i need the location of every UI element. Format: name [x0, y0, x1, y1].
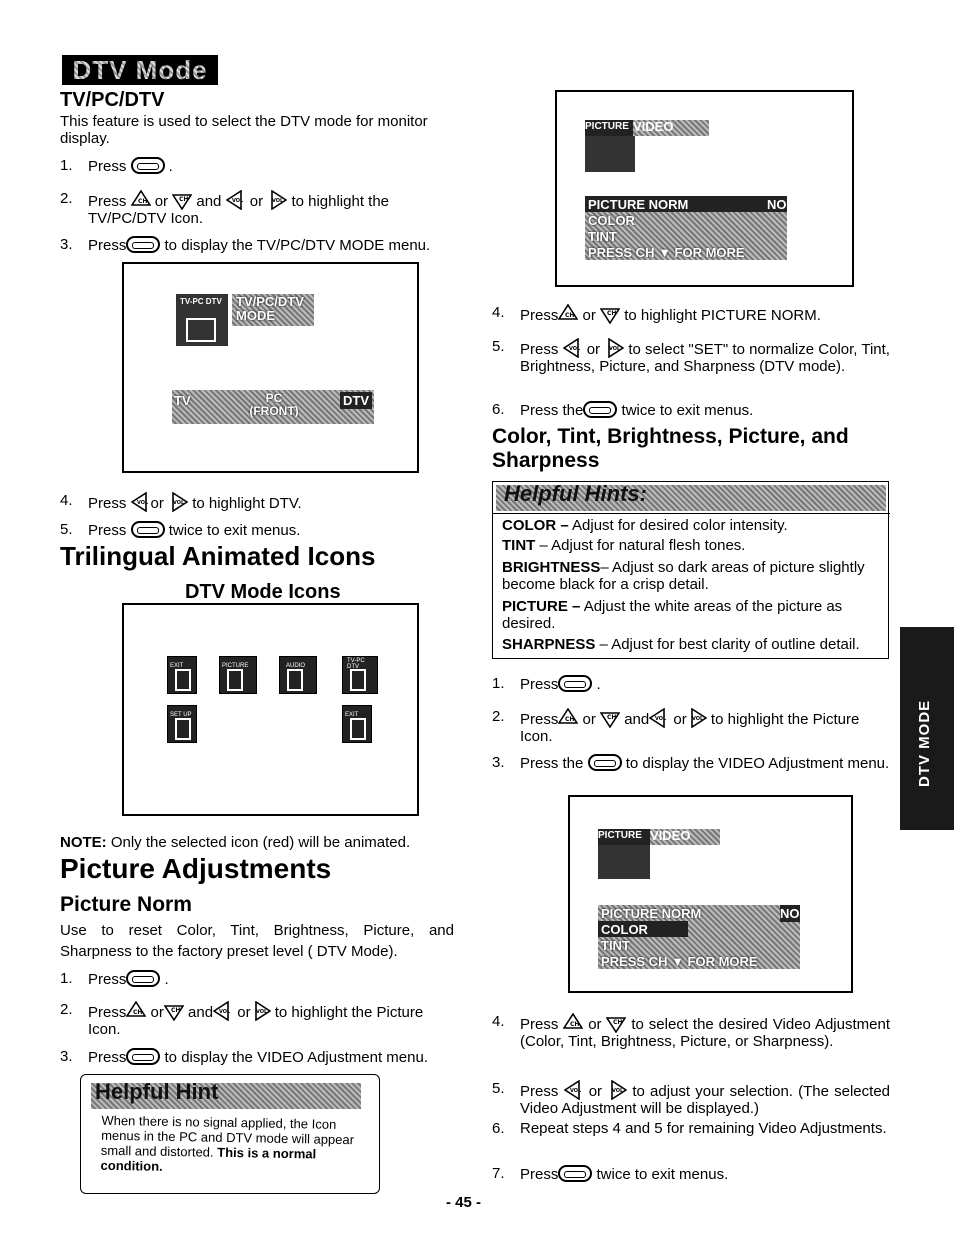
row-press-ch-more: PRESS CH ▼ FOR MORE: [588, 245, 745, 260]
tvpcdtv-menu-icon: TV-PC DTV: [176, 294, 228, 346]
action-button-icon: [558, 675, 592, 692]
action-button-icon: [131, 157, 165, 174]
side-tab-label: DTV MODE: [916, 699, 933, 787]
ch-up-icon: [558, 708, 578, 728]
helpful-hint-text: When there is no signal applied, the Icon menus in the PC and DTV mode will appear small and distorted. This is a normal condition.: [100, 1112, 355, 1174]
exit-icon: EXIT: [167, 656, 197, 694]
picture-norm-heading: Picture Norm: [60, 893, 192, 916]
hint-color: COLOR – Adjust for desired color intensity.: [502, 517, 788, 534]
picture-tab-2: PICTURE: [598, 829, 650, 845]
action-button-icon: [126, 236, 160, 253]
video-tab: VIDEO: [633, 120, 709, 136]
row-picture-norm[interactable]: PICTURE NORM: [588, 197, 689, 212]
ch-down-icon: [600, 304, 620, 324]
option-dtv[interactable]: DTV: [340, 392, 372, 409]
vol-left-icon: [131, 492, 151, 512]
audio-icon: AUDIO: [279, 656, 317, 694]
row2-press-ch-more: PRESS CH ▼ FOR MORE: [601, 954, 758, 969]
color-tint-heading: Color, Tint, Brightness, Picture, and Sharpness: [492, 425, 849, 472]
ch-down-icon: [600, 708, 620, 728]
video-tab-2: VIDEO: [650, 829, 720, 845]
helpful-hint-title-bg: [91, 1079, 361, 1109]
action-button-icon: [131, 521, 165, 538]
vol-left-icon: [226, 190, 246, 210]
video-menu-rows-2: [598, 905, 800, 969]
picture-norm-intro: Use to reset Color, Tint, Brightness, Picture, and Sharpness to the factory preset level ( DTV Mode).: [60, 922, 454, 960]
vol-right-icon: [687, 708, 707, 728]
animated-icons-note: NOTE: Only the selected icon (red) will be animated.: [60, 834, 411, 851]
monitor-icon: [186, 318, 216, 342]
helpful-hints-title-bg: [496, 481, 886, 511]
trilingual-heading: Trilingual Animated Icons: [60, 541, 376, 571]
video-menu-rows: [585, 196, 787, 260]
hint-picture: PICTURE – Adjust the white areas of the picture as desired.: [502, 598, 843, 632]
picture-menu-icon: [585, 136, 635, 172]
tvpcdtv-menu-screen: [122, 262, 419, 473]
action-button-icon: [588, 754, 622, 771]
ch-up-icon: [126, 1001, 146, 1021]
vol-right-icon: [267, 190, 287, 210]
ch-down-icon: [172, 190, 192, 210]
dtv-mode-side-tab: [900, 627, 954, 830]
video-menu-screen-2: [568, 795, 853, 993]
vol-left-icon: [563, 338, 583, 358]
vol-left-icon: [649, 708, 669, 728]
ch-down-icon: [606, 1013, 626, 1033]
row2-picture-norm[interactable]: PICTURE NORM: [601, 906, 702, 921]
vol-right-icon: [607, 1080, 627, 1100]
vol-left-icon: [564, 1080, 584, 1100]
picture-menu-icon-2: [598, 845, 650, 879]
tv-pc-dtv-icon: TV-PC DTV: [342, 656, 378, 694]
row-color[interactable]: COLOR: [588, 213, 635, 228]
page-number: - 45 -: [446, 1194, 482, 1211]
dtv-mode-icons-heading: DTV Mode Icons: [185, 581, 341, 603]
row2-picture-norm-value: NO: [780, 906, 800, 921]
picture-adjustments-heading: Picture Adjustments: [60, 853, 332, 884]
row-tint[interactable]: TINT: [588, 229, 617, 244]
row2-color[interactable]: COLOR: [601, 922, 648, 937]
action-button-icon: [126, 1048, 160, 1065]
action-button-icon: [558, 1165, 592, 1182]
picture-tab: PICTURE: [585, 120, 633, 136]
dtv-mode-icons-box: [122, 603, 419, 816]
action-button-icon: [126, 970, 160, 987]
hint-sharpness: SHARPNESS – Adjust for best clarity of outline detail.: [502, 636, 860, 653]
vol-right-icon: [251, 1001, 271, 1021]
dtv-mode-badge: [62, 55, 218, 85]
tvpcdtv-heading: TV/PC/DTV: [60, 89, 165, 111]
helpful-hints-title: Helpful Hints:: [504, 481, 647, 506]
vol-right-icon: [168, 492, 188, 512]
tvpcdtv-options-bar: [172, 390, 374, 424]
row-picture-norm-value: NO: [767, 197, 787, 212]
tvpcdtv-menu-title: TV/PC/DTV MODE: [236, 294, 304, 323]
video-menu-screen-1: [555, 90, 854, 287]
tvpcdtv-intro: This feature is used to select the DTV mode for monitor display.: [60, 113, 428, 147]
helpful-hints-box: [492, 481, 889, 659]
row2-tint[interactable]: TINT: [601, 938, 630, 953]
action-button-icon: [583, 401, 617, 418]
hint-brightness: BRIGHTNESS– Adjust so dark areas of picture slightly become black for a crisp detail.: [502, 559, 865, 593]
helpful-hint-box: [80, 1074, 380, 1194]
ch-up-icon: [558, 304, 578, 324]
hint-tint: TINT – Adjust for natural flesh tones.: [502, 537, 746, 554]
exit-icon-2: EXIT: [342, 705, 372, 743]
vol-right-icon: [604, 338, 624, 358]
picture-icon: PICTURE: [219, 656, 257, 694]
ch-up-icon: [131, 190, 151, 210]
option-tv[interactable]: TV: [174, 393, 191, 408]
setup-icon: SET UP: [167, 705, 197, 743]
dtv-mode-badge-text: DTV Mode: [72, 55, 208, 85]
helpful-hint-title: Helpful Hint: [95, 1079, 219, 1104]
tvpcdtv-menu-title-bg: [232, 294, 314, 326]
ch-down-icon: [164, 1001, 184, 1021]
ch-up-icon: [563, 1013, 583, 1033]
vol-left-icon: [213, 1001, 233, 1021]
option-pc-front[interactable]: PC (FRONT): [249, 391, 299, 418]
